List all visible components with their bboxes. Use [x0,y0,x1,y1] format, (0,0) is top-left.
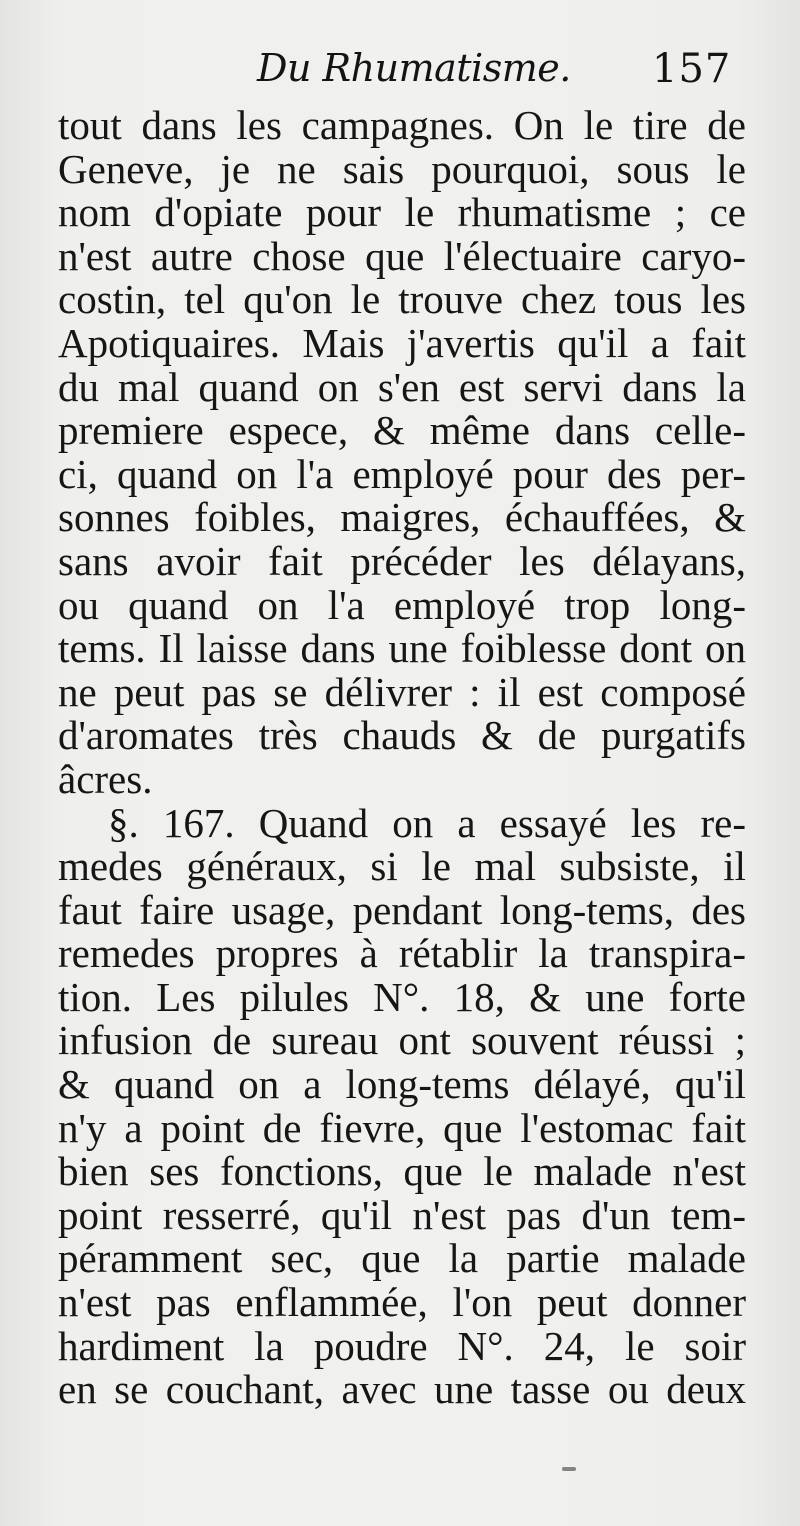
section-start-line: §. 167. Quand on a essayé les re- [108,799,746,846]
body-text [58,104,746,1412]
text-line: premiere espece, & même dans celle- [58,407,746,454]
text-line: bien ses fonctions, que le malade n'est [58,1148,746,1195]
text-line: hardiment la poudre N°. 24, le soir [58,1322,746,1369]
text-line: nom d'opiate pour le rhumatisme ; ce [58,189,746,236]
text-line: âcres. [58,755,153,802]
text-line: faut faire usage, pendant long-tems, des [58,886,746,933]
text-line: du mal quand on s'en est servi dans la [58,363,746,410]
text-line: n'est pas enflammée, l'on peut donner [58,1279,746,1326]
ink-mark [562,1467,576,1471]
text-line: sans avoir fait précéder les délayans, [58,537,746,584]
text-line: tout dans les campagnes. On le tire de [58,102,746,148]
text-line: sonnes foibles, maigres, échauffées, & [58,494,746,541]
text-line: Apotiquaires. Mais j'avertis qu'il a fait [58,319,746,366]
running-title: Du Rhumatisme. [257,46,571,90]
page-number: 157 [652,46,732,92]
text-line: remedes propres à rétablir la transpira- [58,930,746,977]
text-line: infusion de sureau ont souvent réussi ; [58,1017,746,1064]
text-line: point resserré, qu'il n'est pas d'un tem- [58,1191,746,1238]
text-line: costin, tel qu'on le trouve chez tous les [58,276,746,323]
text-line: tems. Il laisse dans une foiblesse dont on [58,625,746,672]
text-line: medes généraux, si le mal subsiste, il [58,843,746,890]
text-line: péramment sec, que la partie malade [58,1235,746,1282]
text-line: ne peut pas se délivrer : il est composé [58,668,746,715]
text-line: Geneve, je ne sais pourquoi, sous le [58,145,746,192]
text-line: & quand on a long-tems délayé, qu'il [58,1061,746,1108]
text-line: en se couchant, avec une tasse ou deux [58,1366,746,1413]
text-line: n'est autre chose que l'électuaire caryo- [58,232,746,279]
running-header [0,42,800,102]
text-line: ou quand on l'a employé trop long- [58,581,746,628]
text-line: n'y a point de fievre, que l'estomac fait [58,1104,746,1151]
text-line: tion. Les pilules N°. 18, & une forte [58,973,746,1020]
text-line: ci, quand on l'a employé pour des per- [58,450,746,497]
text-line: d'aromates très chauds & de purgatifs [58,712,746,759]
